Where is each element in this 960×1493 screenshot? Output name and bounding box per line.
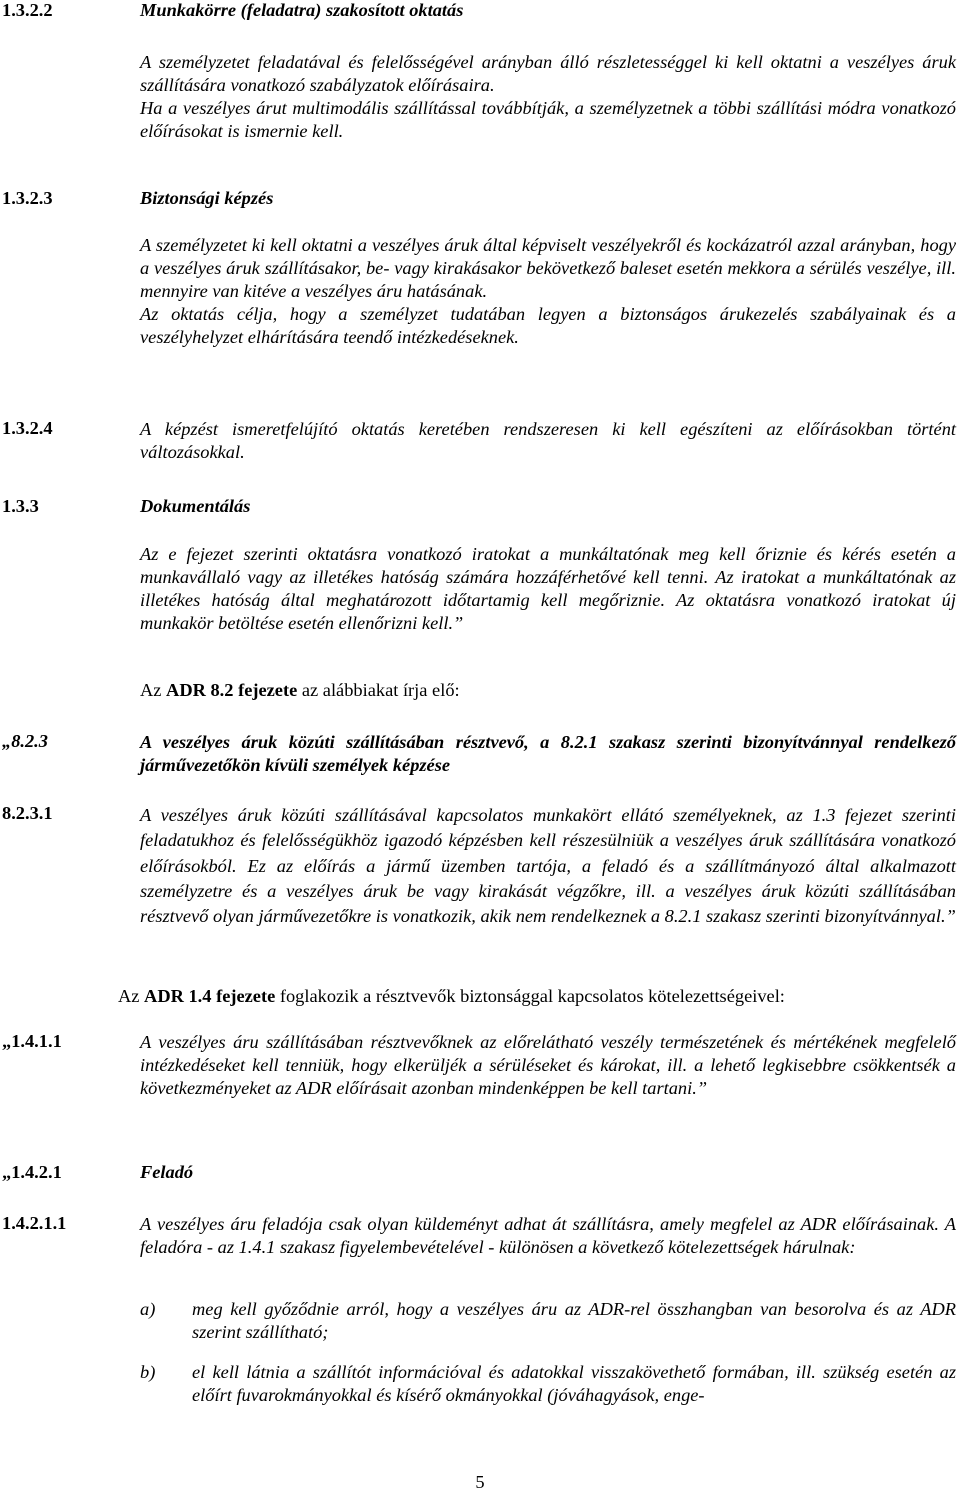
list-item-label: a) bbox=[140, 1299, 156, 1319]
section-heading: A veszélyes áruk közúti szállításában résztvevő, a 8.2.1 szakasz szerinti bizonyítvánnyal rendelkező járművezetőkön kívüli személyek képzése bbox=[140, 732, 956, 775]
section-number: 1.3.2.4 bbox=[2, 418, 53, 438]
paragraph: A személyzetet feladatával és felelősségével arányban álló részletességgel ki kell oktatni a veszélyes áruk szállítására vonatkozó szabályzatok előírásaira. bbox=[140, 52, 956, 95]
section-number: 1.4.2.1.1 bbox=[2, 1213, 67, 1233]
section-1-3-2-3-body bbox=[140, 234, 956, 349]
section-number: „1.4.2.1 bbox=[2, 1162, 62, 1182]
list-item-text: meg kell győződnie arról, hogy a veszélyes áru az ADR-rel összhangban van besorolva és az ADR szerint szállítható; bbox=[192, 1299, 956, 1342]
paragraph: Az e fejezet szerinti oktatásra vonatkozó iratokat a munkáltatónak meg kell őriznie és kérés esetén a munkavállaló vagy az illetékes hatóság számára hozzáférhetővé kell tenni. Az iratokat a munkáltatónak az illetékes hatóság által meghatározott időtartamig kell megőriznie. Az oktatásra vonatkozó iratokat új munkakör betöltése esetén ellenőrizni kell.” bbox=[140, 544, 956, 633]
paragraph: A személyzetet ki kell oktatni a veszélyes áruk által képviselt veszélyekről és kockázatról azzal arányban, hogy a veszélyes áruk szállításakor, be- vagy kirakásakor bekövetkező baleset esetén mekkora a sérülés veszélye, ill. mennyire van kitéve a veszélyes áru hatásának. bbox=[140, 235, 956, 301]
section-number: 1.3.3 bbox=[2, 496, 39, 516]
section-heading: Feladó bbox=[140, 1162, 194, 1182]
paragraph: A képzést ismeretfelújító oktatás keretében rendszeresen ki kell egészíteni az előírásokban történt változásokkal. bbox=[140, 419, 956, 462]
section-8-2-3-1-body bbox=[140, 803, 956, 929]
section-8-2-3-heading bbox=[140, 731, 956, 777]
intro-adr-8-2: Az ADR 8.2 fejezete az alábbiakat írja elő: bbox=[140, 680, 460, 700]
paragraph: Az oktatás célja, hogy a személyzet tudatában legyen a biztonságos árukezelés szabályainak és a veszélyhelyzet elhárítására teendő intézkedéseknek. bbox=[140, 304, 956, 347]
section-heading: Dokumentálás bbox=[140, 496, 251, 516]
section-number: 1.3.2.3 bbox=[2, 188, 53, 208]
section-number: 1.3.2.2 bbox=[2, 0, 53, 20]
page-number: 5 bbox=[475, 1472, 485, 1492]
intro-adr-1-4: Az ADR 1.4 fejezete foglakozik a résztvevők biztonsággal kapcsolatos kötelezettségeivel: bbox=[118, 986, 785, 1006]
section-number: 8.2.3.1 bbox=[2, 803, 53, 823]
section-1-3-2-2-body bbox=[140, 51, 956, 143]
section-1-3-3-body bbox=[140, 543, 956, 635]
list-item-b bbox=[140, 1361, 956, 1407]
section-heading: Munkakörre (feladatra) szakosított oktatás bbox=[140, 0, 464, 20]
adr-reference: ADR 8.2 fejezete bbox=[166, 680, 298, 700]
list-item-a bbox=[140, 1298, 956, 1344]
section-number: „8.2.3 bbox=[2, 731, 48, 751]
section-1-3-2-4-body bbox=[140, 418, 956, 464]
section-heading: Biztonsági képzés bbox=[140, 188, 274, 208]
section-1-4-2-1-1-body bbox=[140, 1213, 956, 1259]
paragraph: A veszélyes áruk közúti szállításával kapcsolatos munkakört ellátó személyeknek, az 1.3 fejezet szerinti feladatukhoz és felelősségükhöz igazodó képzésben kell részesülniük a veszélyes áruk szállítására vonatkozó előírásokból. Ez az előírás a jármű üzemben tartója, a feladó és a szállítmányozó által alkalmazott személyzetre és a veszélyes áruk be vagy kirakását végzőkre, ill. a veszélyes áruk közúti szállításában résztvevő olyan járművezetőkre is vonatkozik, akik nem rendelkeznek a 8.2.1 szakasz szerinti bizonyítvánnyal.” bbox=[140, 805, 956, 927]
paragraph: A veszélyes áru feladója csak olyan küldeményt adhat át szállításra, amely megfelel az ADR előírásainak. A feladóra - az 1.4.1 szakasz figyelembevételével - különösen a következő kötelezettségek hárulnak: bbox=[140, 1214, 956, 1257]
adr-reference: ADR 1.4 fejezete bbox=[144, 986, 276, 1006]
paragraph: A veszélyes áru szállításában résztvevőknek az előrelátható veszély természetének és mértékének megfelelő intézkedéseket kell tenniük, hogy elkerüljék a sérüléseket és károkat, ill. a lehető legkisebbre csökkentsék a következményeket az ADR előírásait azonban mindenképpen be kell tartani.” bbox=[140, 1032, 956, 1098]
section-number: „1.4.1.1 bbox=[2, 1031, 62, 1051]
list-item-label: b) bbox=[140, 1362, 156, 1382]
paragraph: Ha a veszélyes árut multimodális szállítással továbbítják, a személyzetnek a többi szállítási módra vonatkozó előírásokat is ismernie kell. bbox=[140, 98, 956, 141]
list-item-text: el kell látnia a szállítót információval és adatokkal visszakövethető formában, ill. szükség esetén az előírt fuvarokmányokkal és kísérő okmányokkal (jóváhagyások, enge- bbox=[192, 1362, 956, 1405]
section-1-4-1-1-body bbox=[140, 1031, 956, 1100]
